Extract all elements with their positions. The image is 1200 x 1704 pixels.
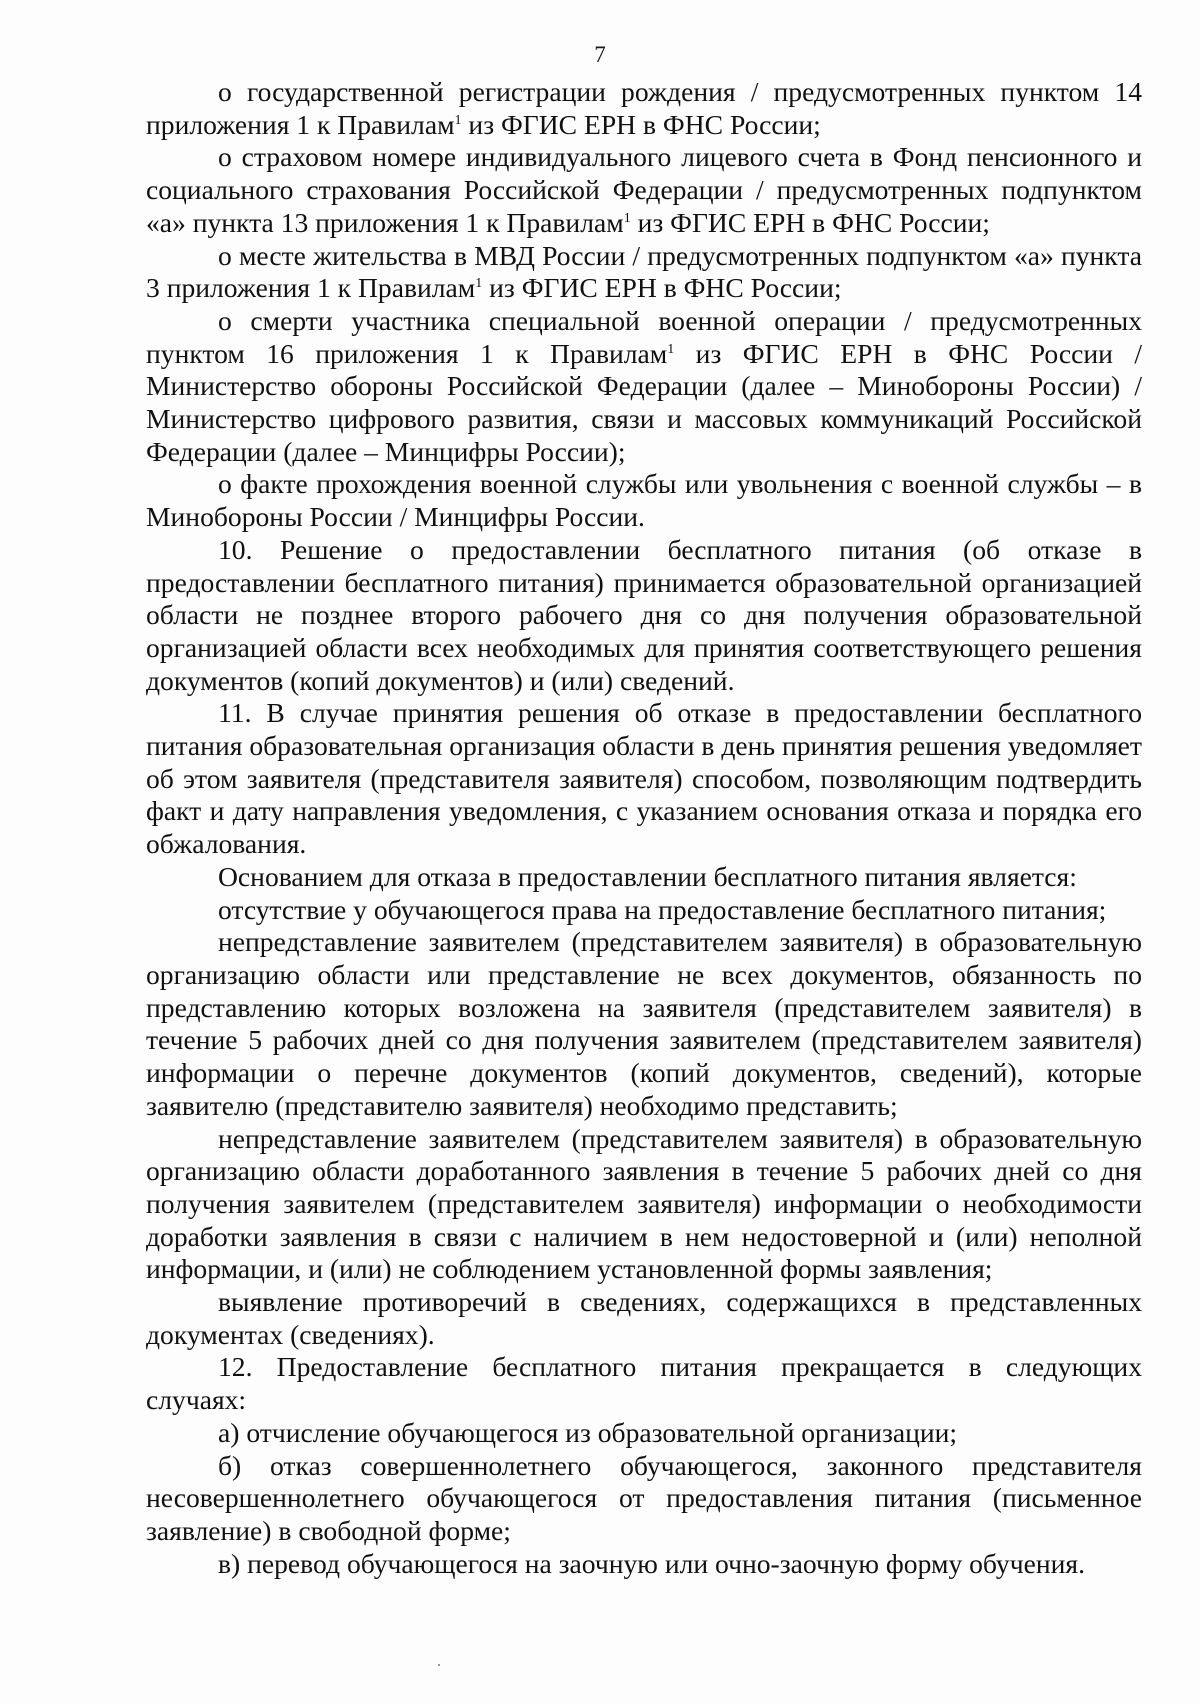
paragraph-item-11: 11. В случае принятия решения об отказе в предоставлении бесплатного питания образовательная организация области в день принятия решения уведомляет об этом заявителя (представителя заявителя) способом, позволяющим подтвердить факт и дату направления уведомления, с указанием основания отказа и порядка его обжалования. xyxy=(146,697,1142,860)
paragraph-ground-no-revision: непредставление заявителем (представителем заявителя) в образовательную организацию области доработанного заявления в течение 5 рабочих дней со дня получения заявителем (представителем заявителя) информации о необходимости доработки заявления в связи с наличием в нем недостоверной и (или) неполной информации, и (или) не соблюдением установленной формы заявления; xyxy=(146,1122,1142,1285)
paragraph-ground-missing-docs: непредставление заявителем (представителем заявителя) в образовательную организацию области или представление не всех документов, обязанность по представлению которых возложена на заявителя (представителем заявителя) в течение 5 рабочих дней со дня получения заявителем (представителем заявителя) информации о перечне документов (копий документов, сведений), которые заявителю (представителю заявителя) необходимо представить; xyxy=(146,926,1142,1121)
paragraph-refusal-grounds: Основанием для отказа в предоставлении бесплатного питания является: xyxy=(218,860,1077,892)
footnote-ref: 1 xyxy=(454,112,462,128)
paragraph-ground-no-right: отсутствие у обучающегося права на предоставление бесплатного питания; xyxy=(218,893,1107,925)
paragraph-insurance-number: о страховом номере индивидуального лицевого счета в Фонд пенсионного и социального страхования Российской Федерации / предусмотренных подпунктом «а» пункта 13 приложения 1 к Правилам$^1$ из ФГИС ЕРН в ФНС России; xyxy=(146,141,1142,238)
paragraph-birth-registration: о государственной регистрации рождения / предусмотренных пунктом 14 приложения 1 к Правилам$^1$ из ФГИС ЕРН в ФНС России; xyxy=(146,76,1142,140)
list-item-a: а) отчисление обучающегося из образовательной организации; xyxy=(218,1416,958,1448)
footnote-ref: 1 xyxy=(475,276,483,292)
paragraph-ground-contradictions: выявление противоречий в сведениях, содержащихся в представленных документах (сведениях). xyxy=(146,1286,1142,1350)
paragraph-death-svo: о смерти участника специальной военной операции / предусмотренных пунктом 16 приложения 1 к Правилам$^1$ из ФГИС ЕРН в ФНС России / Министерство обороны Российской Федерации (далее – Минобороны России) / Министерство цифрового развития, связи и массовых коммуникаций Российской Федерации (далее – Минцифры России); xyxy=(146,304,1142,467)
paragraph-military-service: о факте прохождения военной службы или увольнения с военной службы – в Минобороны России / Минцифры России. xyxy=(146,468,1142,533)
list-item-b: б) отказ совершеннолетнего обучающегося, законного представителя несовершеннолетнего обучающегося от предоставления питания (письменное заявление) в свободной форме; xyxy=(146,1449,1142,1546)
scan-speck xyxy=(438,1664,440,1666)
page-number: 7 xyxy=(594,42,606,67)
footnote-ref: 1 xyxy=(623,210,631,226)
document-body xyxy=(146,76,1142,1580)
list-item-v: в) перевод обучающегося на заочную или очно-заочную форму обучения. xyxy=(218,1547,1085,1579)
footnote-ref: 1 xyxy=(667,341,675,357)
paragraph-item-10: 10. Решение о предоставлении бесплатного питания (об отказе в предоставлении бесплатного питания) принимается образовательной организацией области не позднее второго рабочего дня со дня получения образовательной организацией области всех необходимых для принятия соответствующего решения документов (копий документов) и (или) сведений. xyxy=(146,533,1142,696)
paragraph-item-12: 12. Предоставление бесплатного питания прекращается в следующих случаях: xyxy=(146,1351,1142,1416)
paragraph-residence: о месте жительства в МВД России / предусмотренных подпунктом «а» пункта 3 приложения 1 к Правилам$^1$ из ФГИС ЕРН в ФНС России; xyxy=(146,239,1142,304)
